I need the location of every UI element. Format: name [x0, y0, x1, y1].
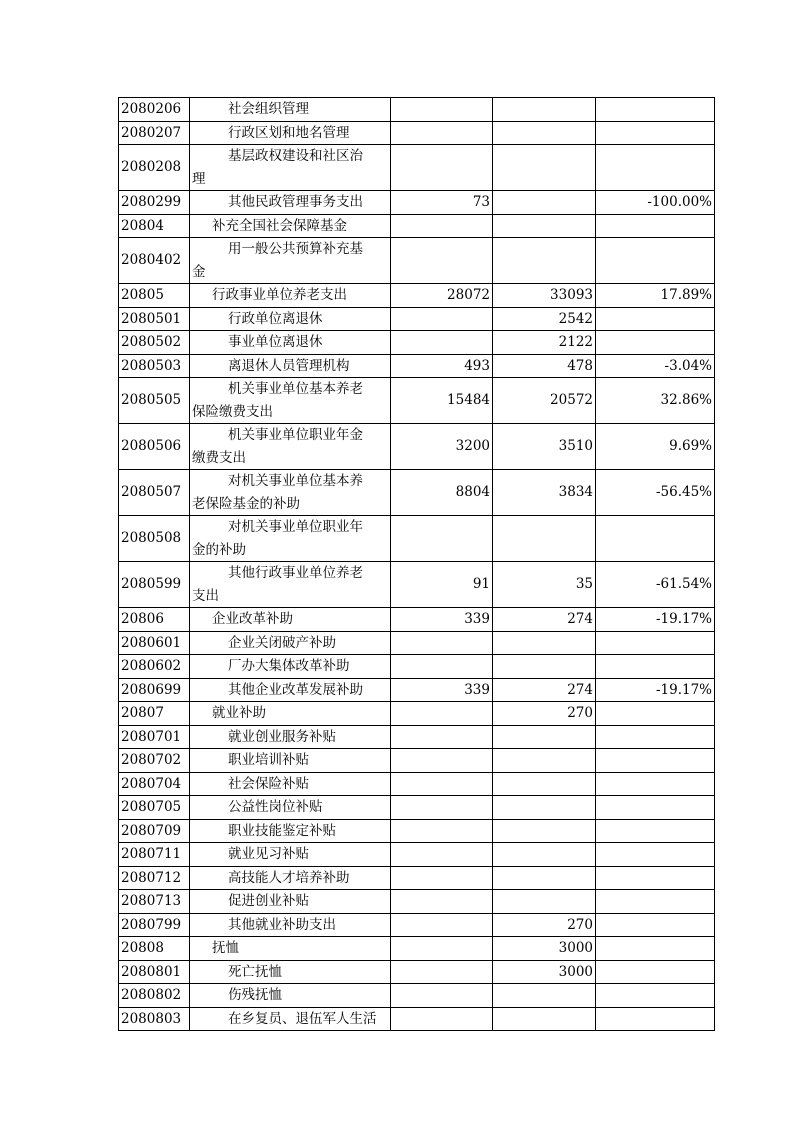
table-row	[119, 307, 715, 331]
value-current-year	[493, 98, 596, 122]
account-code: 2080699	[119, 678, 190, 702]
account-name: 其他民政管理事务支出	[190, 191, 391, 215]
change-percent	[596, 307, 715, 331]
account-name: 社会组织管理	[190, 98, 391, 122]
change-percent	[596, 796, 715, 820]
account-code: 2080501	[119, 307, 190, 331]
value-prev-year: 73	[391, 191, 493, 215]
table-row	[119, 516, 715, 562]
value-prev-year: 339	[391, 608, 493, 632]
value-prev-year	[391, 631, 493, 655]
value-current-year: 270	[493, 913, 596, 937]
change-percent	[596, 749, 715, 773]
value-current-year: 478	[493, 354, 596, 378]
value-current-year	[493, 772, 596, 796]
value-current-year	[493, 214, 596, 238]
value-current-year	[493, 749, 596, 773]
account-name: 死亡抚恤	[190, 960, 391, 984]
value-current-year	[493, 238, 596, 284]
account-code: 2080508	[119, 516, 190, 562]
change-percent: -61.54%	[596, 562, 715, 608]
account-name: 其他就业补助支出	[190, 913, 391, 937]
table-row	[119, 378, 715, 424]
value-current-year: 2542	[493, 307, 596, 331]
account-name: 行政事业单位养老支出	[190, 284, 391, 308]
table-row	[119, 562, 715, 608]
value-current-year: 2122	[493, 331, 596, 355]
value-prev-year: 493	[391, 354, 493, 378]
account-code: 2080402	[119, 238, 190, 284]
value-prev-year	[391, 331, 493, 355]
table-row	[119, 98, 715, 122]
table-row	[119, 937, 715, 961]
value-prev-year: 8804	[391, 470, 493, 516]
table-row	[119, 354, 715, 378]
change-percent	[596, 214, 715, 238]
value-current-year: 274	[493, 608, 596, 632]
account-code: 2080599	[119, 562, 190, 608]
change-percent	[596, 843, 715, 867]
account-code: 20807	[119, 702, 190, 726]
table-row	[119, 678, 715, 702]
change-percent	[596, 331, 715, 355]
change-percent: 32.86%	[596, 378, 715, 424]
account-name: 行政单位离退休	[190, 307, 391, 331]
table-row	[119, 843, 715, 867]
account-name: 机关事业单位基本养老 保险缴费支出	[190, 378, 391, 424]
value-prev-year	[391, 984, 493, 1008]
change-percent	[596, 655, 715, 679]
account-code: 2080299	[119, 191, 190, 215]
account-name: 在乡复员、退伍军人生活	[190, 1007, 391, 1031]
account-code: 20806	[119, 608, 190, 632]
value-prev-year: 339	[391, 678, 493, 702]
value-prev-year: 3200	[391, 424, 493, 470]
account-name: 离退休人员管理机构	[190, 354, 391, 378]
account-name: 机关事业单位职业年金 缴费支出	[190, 424, 391, 470]
table-row	[119, 913, 715, 937]
table-row	[119, 655, 715, 679]
value-prev-year	[391, 307, 493, 331]
table-row	[119, 121, 715, 145]
value-prev-year	[391, 121, 493, 145]
value-current-year	[493, 121, 596, 145]
value-current-year: 274	[493, 678, 596, 702]
change-percent: -56.45%	[596, 470, 715, 516]
account-code: 2080505	[119, 378, 190, 424]
table-row	[119, 238, 715, 284]
value-prev-year	[391, 843, 493, 867]
value-prev-year	[391, 516, 493, 562]
account-code: 2080702	[119, 749, 190, 773]
value-prev-year	[391, 796, 493, 820]
value-prev-year	[391, 772, 493, 796]
account-code: 2080208	[119, 145, 190, 191]
account-code: 2080503	[119, 354, 190, 378]
table-row	[119, 214, 715, 238]
value-prev-year	[391, 145, 493, 191]
value-prev-year: 28072	[391, 284, 493, 308]
account-code: 20804	[119, 214, 190, 238]
value-current-year: 3000	[493, 937, 596, 961]
value-current-year	[493, 984, 596, 1008]
change-percent	[596, 772, 715, 796]
value-current-year	[493, 866, 596, 890]
change-percent	[596, 866, 715, 890]
table-row	[119, 1007, 715, 1031]
change-percent	[596, 145, 715, 191]
account-code: 2080601	[119, 631, 190, 655]
value-current-year	[493, 819, 596, 843]
account-name: 职业培训补贴	[190, 749, 391, 773]
table-row	[119, 749, 715, 773]
account-code: 2080705	[119, 796, 190, 820]
account-code: 2080709	[119, 819, 190, 843]
account-name: 职业技能鉴定补贴	[190, 819, 391, 843]
account-name: 对机关事业单位职业年 金的补助	[190, 516, 391, 562]
change-percent	[596, 913, 715, 937]
account-name: 促进创业补贴	[190, 890, 391, 914]
value-current-year	[493, 725, 596, 749]
value-current-year	[493, 191, 596, 215]
account-code: 2080206	[119, 98, 190, 122]
value-current-year: 3834	[493, 470, 596, 516]
change-percent	[596, 890, 715, 914]
account-code: 2080207	[119, 121, 190, 145]
change-percent	[596, 1007, 715, 1031]
value-current-year: 3510	[493, 424, 596, 470]
change-percent	[596, 516, 715, 562]
table-row	[119, 702, 715, 726]
value-prev-year	[391, 749, 493, 773]
table-row	[119, 424, 715, 470]
table-row	[119, 960, 715, 984]
value-current-year	[493, 655, 596, 679]
account-name: 就业见习补贴	[190, 843, 391, 867]
account-name: 补充全国社会保障基金	[190, 214, 391, 238]
account-code: 2080712	[119, 866, 190, 890]
account-code: 2080801	[119, 960, 190, 984]
change-percent	[596, 631, 715, 655]
change-percent	[596, 98, 715, 122]
account-code: 2080803	[119, 1007, 190, 1031]
value-prev-year	[391, 655, 493, 679]
change-percent	[596, 121, 715, 145]
budget-table-body	[119, 98, 715, 1031]
value-current-year: 270	[493, 702, 596, 726]
account-code: 2080799	[119, 913, 190, 937]
account-name: 就业创业服务补贴	[190, 725, 391, 749]
value-current-year	[493, 145, 596, 191]
account-name: 公益性岗位补贴	[190, 796, 391, 820]
table-row	[119, 819, 715, 843]
change-percent	[596, 984, 715, 1008]
change-percent	[596, 960, 715, 984]
table-row	[119, 725, 715, 749]
change-percent: -19.17%	[596, 608, 715, 632]
account-code: 2080701	[119, 725, 190, 749]
value-current-year	[493, 890, 596, 914]
table-row	[119, 631, 715, 655]
budget-table	[118, 97, 715, 1031]
account-name: 社会保险补贴	[190, 772, 391, 796]
account-code: 2080711	[119, 843, 190, 867]
value-prev-year	[391, 890, 493, 914]
change-percent: 9.69%	[596, 424, 715, 470]
account-name: 就业补助	[190, 702, 391, 726]
value-current-year	[493, 516, 596, 562]
change-percent	[596, 819, 715, 843]
value-prev-year	[391, 214, 493, 238]
value-prev-year	[391, 1007, 493, 1031]
value-prev-year	[391, 913, 493, 937]
change-percent	[596, 937, 715, 961]
account-code: 2080713	[119, 890, 190, 914]
value-prev-year: 15484	[391, 378, 493, 424]
account-name: 其他行政事业单位养老 支出	[190, 562, 391, 608]
account-name: 用一般公共预算补充基 金	[190, 238, 391, 284]
value-current-year	[493, 631, 596, 655]
value-prev-year	[391, 960, 493, 984]
account-name: 高技能人才培养补助	[190, 866, 391, 890]
account-code: 20805	[119, 284, 190, 308]
table-row	[119, 608, 715, 632]
value-prev-year	[391, 238, 493, 284]
change-percent	[596, 702, 715, 726]
table-row	[119, 284, 715, 308]
table-row	[119, 866, 715, 890]
account-name: 企业改革补助	[190, 608, 391, 632]
account-name: 对机关事业单位基本养 老保险基金的补助	[190, 470, 391, 516]
value-current-year: 33093	[493, 284, 596, 308]
table-row	[119, 470, 715, 516]
value-current-year	[493, 796, 596, 820]
account-code: 2080502	[119, 331, 190, 355]
account-code: 20808	[119, 937, 190, 961]
change-percent	[596, 238, 715, 284]
change-percent: -100.00%	[596, 191, 715, 215]
account-name: 基层政权建设和社区治 理	[190, 145, 391, 191]
change-percent: 17.89%	[596, 284, 715, 308]
account-code: 2080704	[119, 772, 190, 796]
value-prev-year	[391, 819, 493, 843]
table-row	[119, 772, 715, 796]
value-current-year: 3000	[493, 960, 596, 984]
change-percent	[596, 725, 715, 749]
account-code: 2080802	[119, 984, 190, 1008]
value-current-year	[493, 843, 596, 867]
table-row	[119, 890, 715, 914]
account-name: 厂办大集体改革补助	[190, 655, 391, 679]
account-name: 伤残抚恤	[190, 984, 391, 1008]
account-name: 行政区划和地名管理	[190, 121, 391, 145]
value-prev-year	[391, 702, 493, 726]
account-code: 2080507	[119, 470, 190, 516]
value-current-year: 20572	[493, 378, 596, 424]
table-row	[119, 145, 715, 191]
table-row	[119, 984, 715, 1008]
value-prev-year	[391, 937, 493, 961]
account-name: 抚恤	[190, 937, 391, 961]
value-current-year: 35	[493, 562, 596, 608]
account-name: 其他企业改革发展补助	[190, 678, 391, 702]
value-prev-year	[391, 98, 493, 122]
account-name: 事业单位离退休	[190, 331, 391, 355]
change-percent: -19.17%	[596, 678, 715, 702]
account-code: 2080602	[119, 655, 190, 679]
value-prev-year: 91	[391, 562, 493, 608]
value-prev-year	[391, 725, 493, 749]
account-name: 企业关闭破产补助	[190, 631, 391, 655]
table-row	[119, 331, 715, 355]
table-row	[119, 796, 715, 820]
table-row	[119, 191, 715, 215]
value-current-year	[493, 1007, 596, 1031]
account-code: 2080506	[119, 424, 190, 470]
change-percent: -3.04%	[596, 354, 715, 378]
value-prev-year	[391, 866, 493, 890]
